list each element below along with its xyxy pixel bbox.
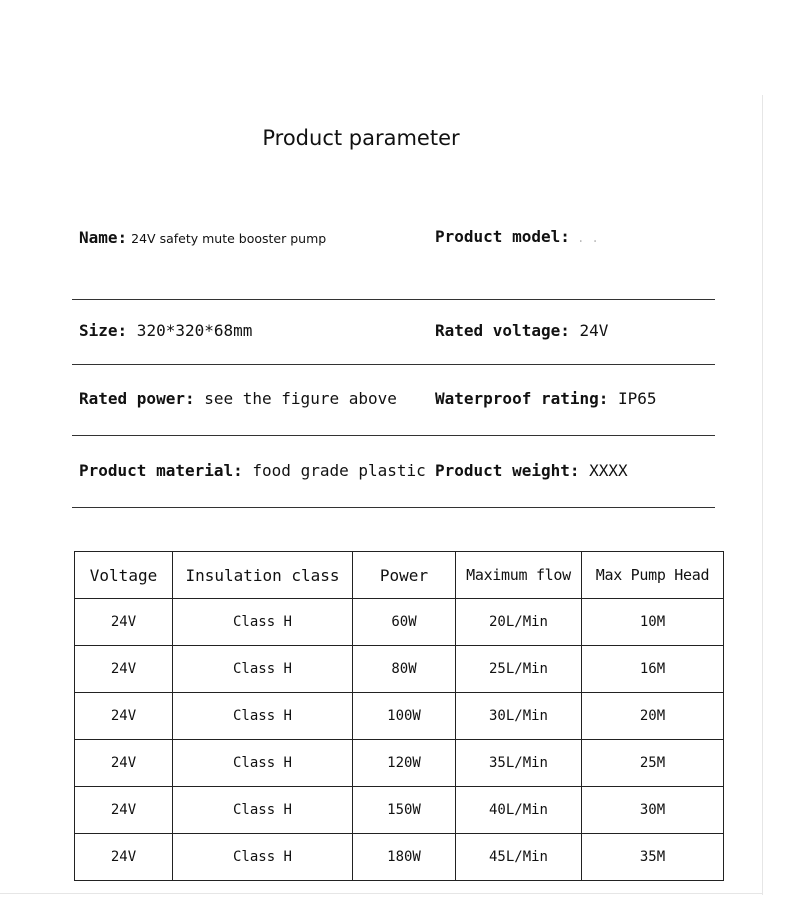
table-row — [75, 740, 724, 787]
param-power-label: Rated power: — [79, 389, 195, 408]
cell-power: 180W — [353, 834, 456, 881]
cell-max-pump-head: 10M — [582, 599, 724, 646]
cell-max-pump-head: 25M — [582, 740, 724, 787]
param-weight-value: XXXX — [579, 461, 628, 480]
divider-4 — [72, 507, 715, 508]
table-row — [75, 646, 724, 693]
param-weight-label: Product weight: — [435, 461, 580, 480]
cell-voltage: 24V — [75, 834, 173, 881]
cell-power: 150W — [353, 787, 456, 834]
cell-max-pump-head: 35M — [582, 834, 724, 881]
cell-maximum-flow: 35L/Min — [456, 740, 582, 787]
cell-maximum-flow: 20L/Min — [456, 599, 582, 646]
cell-maximum-flow: 25L/Min — [456, 646, 582, 693]
param-model-label: Product model: — [435, 227, 570, 246]
cell-maximum-flow: 30L/Min — [456, 693, 582, 740]
cell-power: 100W — [353, 693, 456, 740]
page-edge-right — [762, 95, 763, 895]
cell-insulation-class: Class H — [173, 599, 353, 646]
param-voltage-label: Rated voltage: — [435, 321, 570, 340]
cell-insulation-class: Class H — [173, 834, 353, 881]
param-material-label: Product material: — [79, 461, 243, 480]
param-material — [79, 461, 426, 480]
cell-insulation-class: Class H — [173, 693, 353, 740]
cell-voltage: 24V — [75, 599, 173, 646]
cell-power: 80W — [353, 646, 456, 693]
param-weight — [435, 461, 628, 480]
param-model-value: . . — [569, 231, 599, 245]
table-row — [75, 599, 724, 646]
param-size-value: 320*320*68mm — [127, 321, 253, 340]
cell-max-pump-head: 30M — [582, 787, 724, 834]
param-size — [79, 321, 252, 340]
param-power — [79, 389, 397, 408]
cell-voltage: 24V — [75, 740, 173, 787]
header-power: Power — [353, 552, 456, 599]
param-power-value: see the figure above — [194, 389, 397, 408]
header-maximum-flow: Maximum flow — [456, 552, 582, 599]
page-title: Product parameter — [262, 126, 460, 150]
param-name-value: 24V safety mute booster pump — [127, 231, 327, 246]
cell-insulation-class: Class H — [173, 646, 353, 693]
param-name — [79, 228, 326, 247]
cell-insulation-class: Class H — [173, 787, 353, 834]
header-insulation-class: Insulation class — [173, 552, 353, 599]
cell-max-pump-head: 16M — [582, 646, 724, 693]
divider-2 — [72, 364, 715, 365]
cell-voltage: 24V — [75, 646, 173, 693]
param-material-value: food grade plastic — [242, 461, 426, 480]
cell-voltage: 24V — [75, 693, 173, 740]
table-row — [75, 787, 724, 834]
param-waterproof — [435, 389, 657, 408]
cell-insulation-class: Class H — [173, 740, 353, 787]
header-max-pump-head: Max Pump Head — [582, 552, 724, 599]
param-size-label: Size: — [79, 321, 128, 340]
table-header-row — [75, 552, 724, 599]
param-waterproof-value: IP65 — [608, 389, 657, 408]
param-name-label: Name: — [79, 228, 128, 247]
table-row — [75, 693, 724, 740]
cell-maximum-flow: 40L/Min — [456, 787, 582, 834]
cell-max-pump-head: 20M — [582, 693, 724, 740]
cell-voltage: 24V — [75, 787, 173, 834]
param-voltage — [435, 321, 608, 340]
spec-table — [74, 551, 724, 881]
param-model — [435, 227, 599, 246]
divider-3 — [72, 435, 715, 436]
header-voltage: Voltage — [75, 552, 173, 599]
cell-power: 120W — [353, 740, 456, 787]
cell-power: 60W — [353, 599, 456, 646]
table-row — [75, 834, 724, 881]
param-waterproof-label: Waterproof rating: — [435, 389, 609, 408]
cell-maximum-flow: 45L/Min — [456, 834, 582, 881]
divider-1 — [72, 299, 715, 300]
page-edge-bottom — [0, 893, 763, 894]
param-voltage-value: 24V — [569, 321, 609, 340]
